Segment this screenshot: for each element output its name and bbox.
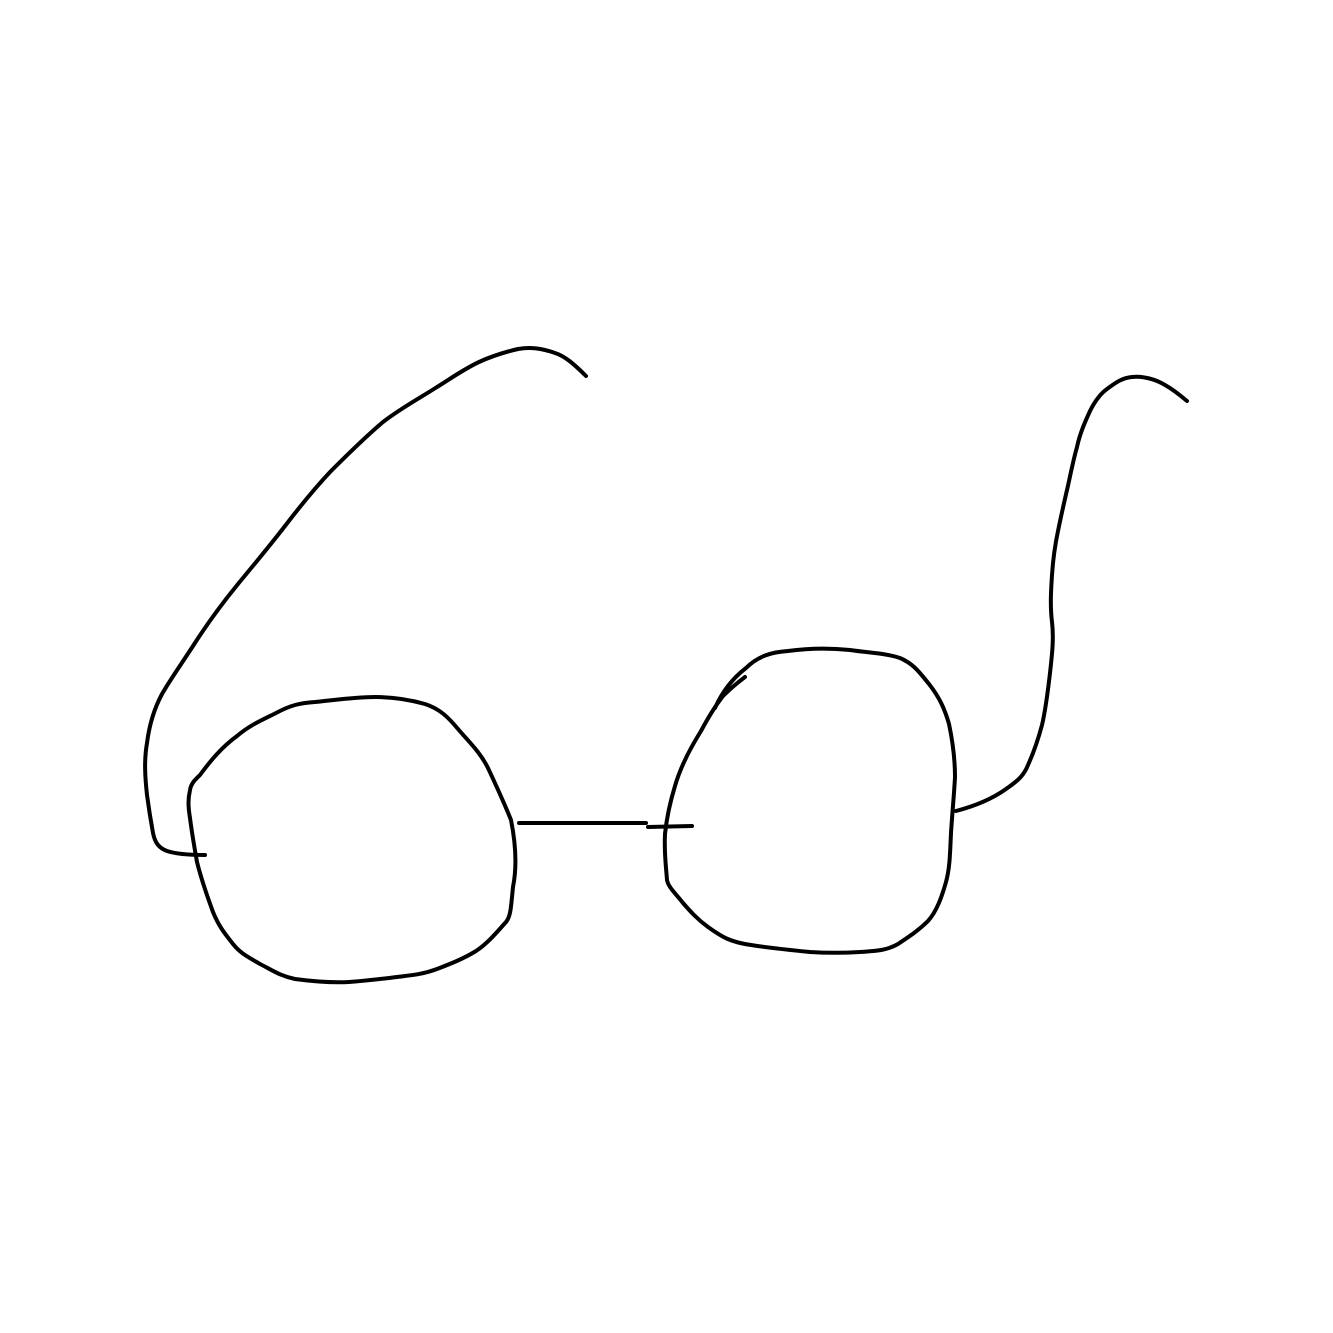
bridge-joint bbox=[648, 826, 692, 827]
right-temple-arm bbox=[956, 377, 1187, 811]
right-lens bbox=[665, 649, 955, 953]
left-lens bbox=[189, 697, 516, 982]
eyeglasses bbox=[145, 348, 1187, 982]
left-temple-arm bbox=[145, 348, 586, 855]
